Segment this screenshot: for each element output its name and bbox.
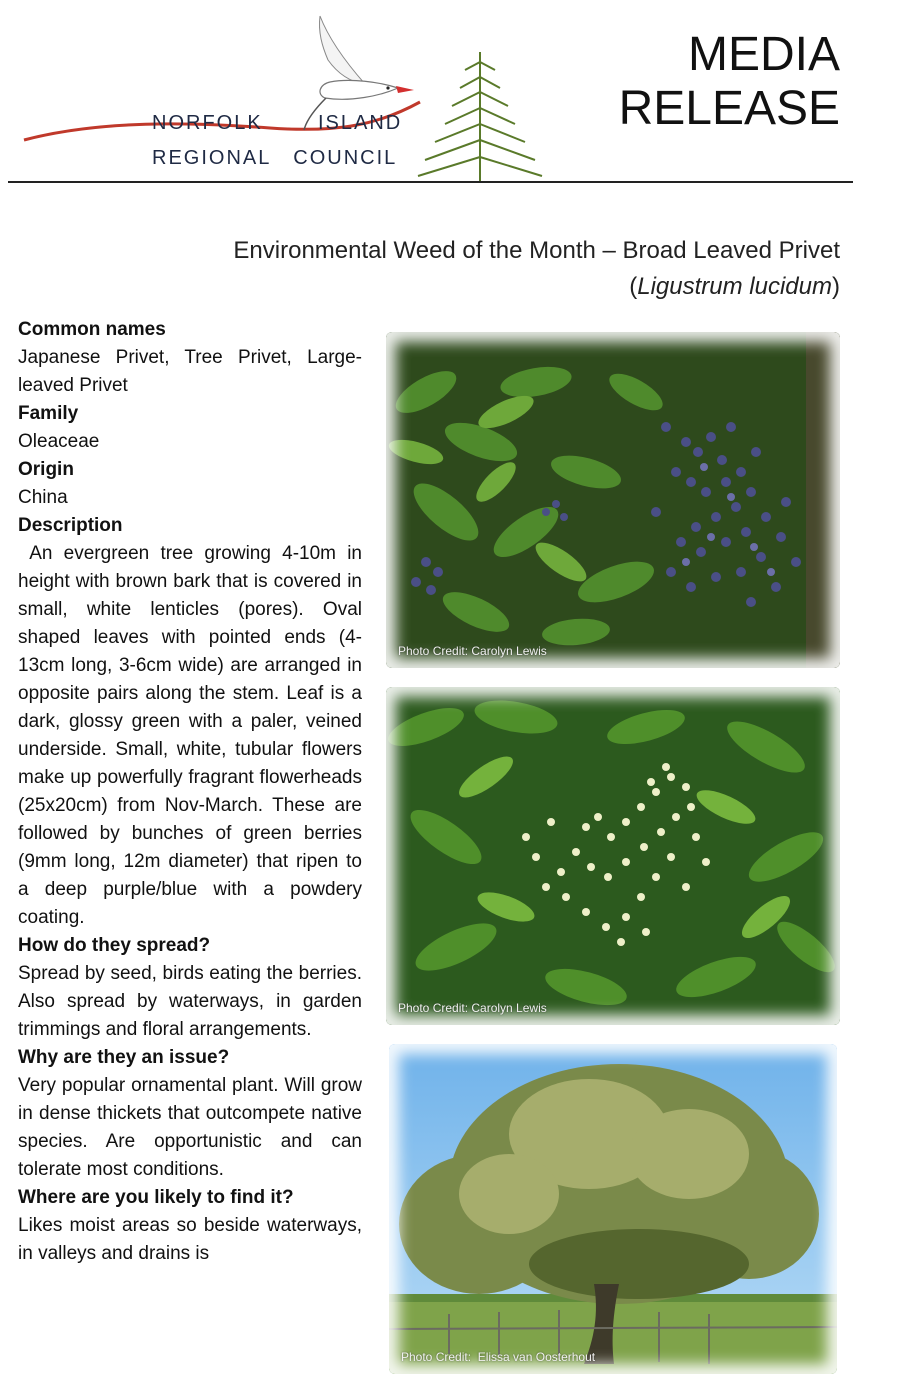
subtitle-line2 [80,269,840,305]
section-heading-common-names: Common names [18,319,166,340]
council-logo [20,12,560,184]
berries-image [386,332,840,668]
photo-credit-2: Photo Credit: Carolyn Lewis [398,1001,547,1015]
photo-flowers [386,687,840,1025]
header-divider [8,181,853,183]
article-subtitle [80,233,840,305]
logo-word-island: ISLAND [318,112,403,134]
section-heading-spread: How do they spread? [18,935,211,956]
section-heading-location: Where are you likely to find it? [18,1187,294,1208]
flowers-image [386,687,840,1025]
section-body-description: An evergreen tree growing 4-10m in height with brown bark that is covered in small, white lenticles (pores). Oval shaped leaves with pointed ends (4-13cm long, 3-6cm wide) are arranged in opposite pairs along the stem. Leaf is a dark, glossy green with a paler, veined underside. Small, white, tubular flowers make up powerfully fragrant flowerheads (25x20cm) from Nov-March. These are followed by bunches of green berries (9mm long, 12m diameter) that ripen to a deep purple/blue with a powdery coating. [18,543,368,928]
section-body-origin: China [18,487,68,508]
scientific-name: Ligustrum lucidum [637,273,832,300]
section-heading-family: Family [18,403,79,424]
open-paren: ( [629,273,638,300]
logo-word-norfolk: NORFOLK [152,112,263,134]
photo-credit-3: Photo Credit: Elissa van Oosterhout [401,1350,596,1364]
section-body-common-names: Japanese Privet, Tree Privet, Large-leaved Privet [18,347,362,396]
media-title-line2: RELEASE [618,82,840,135]
section-heading-description: Description [18,515,123,536]
photo-tree [389,1044,837,1374]
section-heading-issue: Why are they an issue? [18,1047,230,1068]
norfolk-pine-icon [418,52,542,182]
section-heading-origin: Origin [18,459,74,480]
section-body-spread: Spread by seed, birds eating the berries. Also spread by waterways, in garden trimmings and floral arrangements. [18,963,362,1040]
close-paren: ) [832,273,840,300]
subtitle-line1: Environmental Weed of the Month – Broad Leaved Privet [233,237,840,264]
section-body-family: Oleaceae [18,431,100,452]
media-release-title [580,28,840,136]
section-body-issue: Very popular ornamental plant. Will grow in dense thickets that outcompete native species. Are opportunistic and can tolerate most conditions. [18,1075,362,1180]
section-body-location: Likes moist areas so beside waterways, in valleys and drains is [18,1215,362,1264]
tree-image [389,1044,837,1374]
media-title-line1: MEDIA [687,28,840,81]
photo-credit-1: Photo Credit: Carolyn Lewis [398,644,547,658]
article-body [18,316,368,1268]
photo-berries [386,332,840,668]
logo-line-regional-council: REGIONAL COUNCIL [152,147,398,169]
